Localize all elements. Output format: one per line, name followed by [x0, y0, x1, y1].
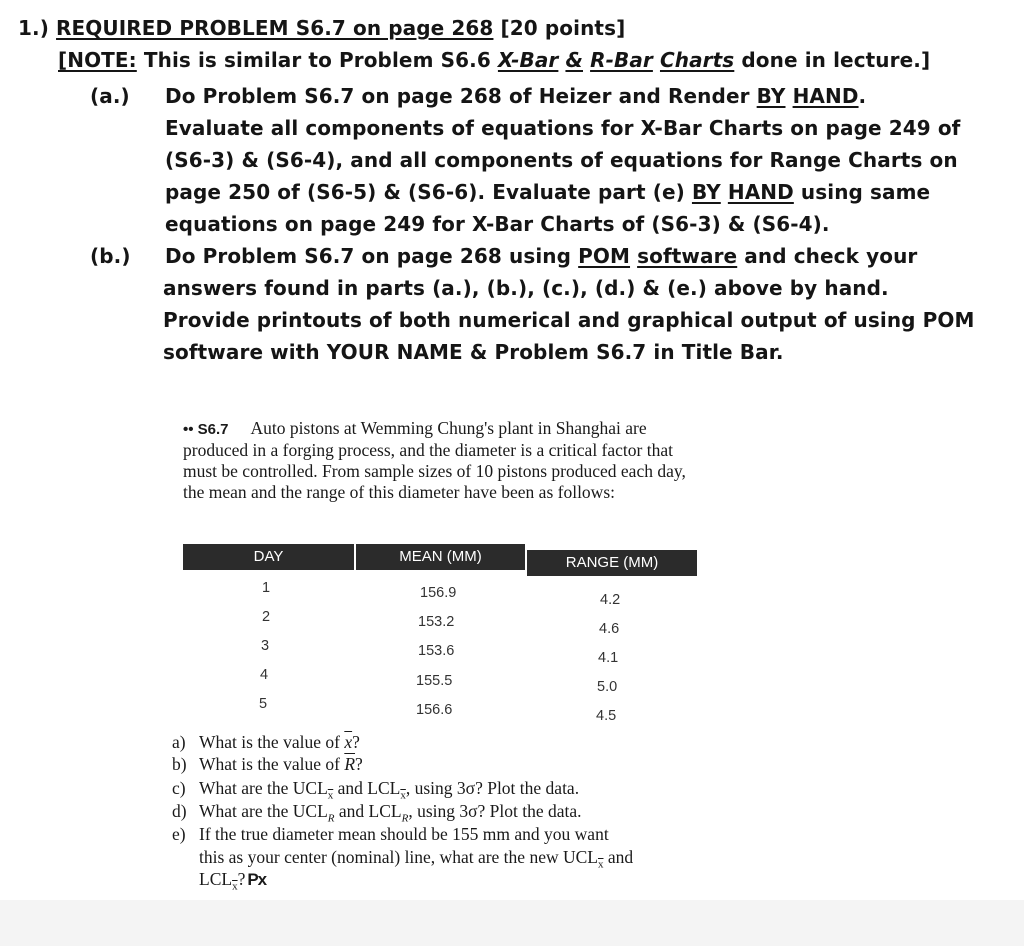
- note-rbar: R-Bar: [590, 48, 653, 72]
- textbook-paragraph: [183, 418, 703, 503]
- question-b-label: b): [172, 754, 187, 774]
- question-e-label: e): [172, 824, 186, 844]
- question-d-lcl: and LCL: [338, 801, 402, 821]
- question-b: [172, 753, 363, 775]
- part-a-line-4: [165, 180, 930, 204]
- note-xbar: X-Bar: [497, 48, 559, 72]
- note-text-1: This is similar to Problem S6.6: [143, 48, 491, 72]
- r-bar-symbol: $\overline{R}$: [344, 754, 356, 774]
- mean-cell: 156.6: [416, 702, 453, 718]
- day-cell: 2: [262, 609, 271, 625]
- question-c-text: , using 3σ? Plot the data.: [405, 778, 580, 798]
- r-subscript: R: [401, 812, 409, 825]
- question-e-line-1: [172, 823, 609, 845]
- r-subscript: R: [327, 812, 335, 825]
- problem-points: [20 points]: [500, 16, 626, 40]
- x-bar-subscript: x: [597, 858, 604, 871]
- part-a-line-3: (S6-3) & (S6-4), and all components of equations for Range Charts on: [165, 148, 958, 172]
- assignment-title-line: [18, 16, 625, 40]
- part-b-label: (b.): [90, 244, 131, 268]
- question-c-label: c): [172, 778, 186, 798]
- question-c-ucl: What are the UCL: [199, 778, 328, 798]
- mean-cell: 153.6: [418, 643, 455, 659]
- part-a-line-4-by: BY: [691, 180, 721, 204]
- part-b-line-1-text: Do Problem S6.7 on page 268 using: [165, 244, 572, 268]
- day-cell: 4: [260, 667, 269, 683]
- day-cell: 5: [259, 696, 268, 712]
- part-b-line-1: [165, 244, 917, 268]
- part-a-hand: HAND: [792, 84, 859, 108]
- part-b-line-1-end: and check your: [744, 244, 918, 268]
- part-b-pom: POM: [578, 244, 631, 268]
- note-text-2: done in lecture.]: [741, 48, 931, 72]
- question-e-text-1: If the true diameter mean should be 155 mm and you want: [199, 824, 609, 844]
- question-e-and: and: [607, 847, 634, 867]
- range-cell: 4.6: [599, 621, 620, 637]
- part-a-line-4-text: page 250 of (S6-5) & (S6-6). Evaluate part (e): [165, 180, 685, 204]
- textbook-problem-tag: •• S6.7: [183, 421, 229, 438]
- question-a-end: ?: [352, 732, 360, 752]
- question-e-text-2: this as your center (nominal) line, what are the new UCL: [199, 847, 598, 867]
- x-bar-subscript: x: [232, 880, 238, 893]
- mean-cell: 155.5: [416, 673, 453, 689]
- part-b-line-4: software with YOUR NAME & Problem S6.7 in Title Bar.: [163, 340, 784, 364]
- mean-cell: 153.2: [418, 614, 455, 630]
- x-bar-subscript: x: [400, 789, 406, 802]
- part-b-line-3: Provide printouts of both numerical and graphical output of using POM: [163, 308, 975, 332]
- textbook-paragraph-text: Auto pistons at Wemming Chung's plant in Shanghai are produced in a forging process, and the diameter is a critical factor that must be controlled. From sample sizes of 10 pistons produced each day, the mean and the range of this diameter have been as follows:: [183, 418, 686, 502]
- x-bar-subscript: x: [327, 789, 334, 802]
- note-amp: &: [565, 48, 583, 72]
- question-a-label: a): [172, 732, 186, 752]
- part-a-line-4-end: using same: [800, 180, 931, 204]
- day-cell: 1: [262, 580, 271, 596]
- table-header-range: RANGE (MM): [527, 550, 697, 576]
- note-charts: Charts: [659, 48, 735, 72]
- part-a-line-2: Evaluate all components of equations for X-Bar Charts on page 249 of: [165, 116, 961, 140]
- part-a-by: BY: [756, 84, 786, 108]
- question-b-text: What is the value of: [199, 754, 340, 774]
- range-cell: 4.1: [598, 650, 619, 666]
- part-b-software: software: [637, 244, 738, 268]
- x-double-bar-symbol: $\overline{x}$: [344, 732, 353, 752]
- range-cell: 4.2: [600, 592, 621, 608]
- part-a-label: (a.): [90, 84, 130, 108]
- part-a-line-4-hand: HAND: [727, 180, 794, 204]
- day-cell: 3: [261, 638, 270, 654]
- question-c-lcl: and LCL: [337, 778, 401, 798]
- range-cell: 4.5: [596, 708, 617, 724]
- question-e-lcl: LCL: [199, 869, 233, 889]
- part-b-line-2: answers found in parts (a.), (b.), (c.), (d.) & (e.) above by hand.: [163, 276, 889, 300]
- question-d-text: , using 3σ? Plot the data.: [408, 801, 582, 821]
- question-d-label: d): [172, 801, 187, 821]
- problem-number: 1.): [18, 16, 49, 40]
- mean-cell: 156.9: [420, 585, 457, 601]
- note-prefix: [NOTE:: [58, 48, 137, 72]
- question-e-end: ?: [237, 869, 246, 889]
- question-b-end: ?: [355, 754, 363, 774]
- px-icon: Px: [247, 870, 267, 889]
- table-header-mean: MEAN (MM): [356, 544, 525, 570]
- question-a: [172, 731, 360, 753]
- page-bottom-shade: [0, 900, 1024, 946]
- range-cell: 5.0: [597, 679, 618, 695]
- part-a-line-5: equations on page 249 for X-Bar Charts of (S6-3) & (S6-4).: [165, 212, 830, 236]
- part-a-line-1-text: Do Problem S6.7 on page 268 of Heizer and Render: [165, 84, 750, 108]
- question-d-ucl: What are the UCL: [199, 801, 328, 821]
- part-a-line-1: [165, 84, 866, 108]
- part-a-line-1-end: .: [858, 84, 867, 108]
- problem-title: REQUIRED PROBLEM S6.7 on page 268: [56, 16, 494, 40]
- table-header-day: DAY: [183, 544, 354, 570]
- question-e-line-3: [199, 868, 266, 898]
- question-a-text: What is the value of: [199, 732, 340, 752]
- note-line: [58, 48, 930, 72]
